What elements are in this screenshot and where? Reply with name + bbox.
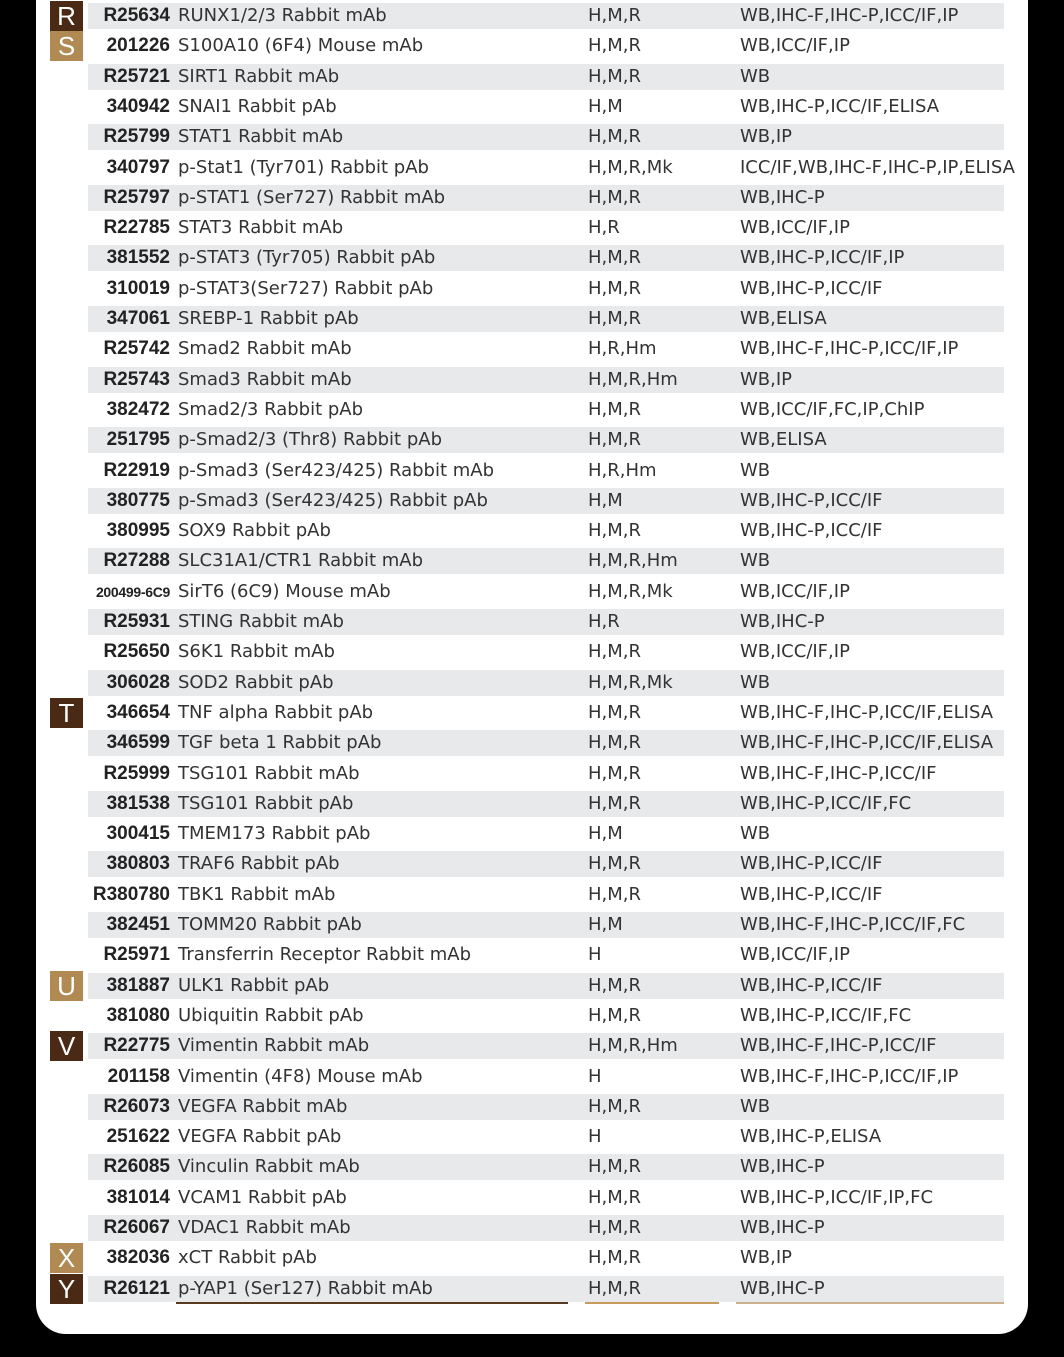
catalog-number: 201158 bbox=[107, 1065, 170, 1087]
table-row bbox=[0, 1183, 1064, 1210]
catalog-number: R22785 bbox=[103, 217, 170, 239]
catalog-number: R25650 bbox=[103, 641, 170, 663]
table-row bbox=[0, 365, 1064, 392]
species-reactivity: H,R,Hm bbox=[588, 459, 657, 481]
table-row bbox=[0, 880, 1064, 907]
product-name: p-Smad3 (Ser423/425) Rabbit pAb bbox=[178, 489, 488, 511]
catalog-number: 347061 bbox=[106, 308, 170, 329]
species-reactivity: H,R bbox=[588, 611, 620, 632]
table-row bbox=[0, 789, 1064, 816]
applications: WB,IHC-P,ICC/IF bbox=[740, 489, 883, 511]
species-reactivity: H,M,R bbox=[588, 5, 642, 26]
applications: WB,IHC-P bbox=[740, 1277, 825, 1299]
species-reactivity: H,M bbox=[588, 914, 623, 935]
species-reactivity: H,M,R,Mk bbox=[588, 156, 673, 178]
applications: WB,IHC-P,ICC/IF,ELISA bbox=[740, 95, 940, 117]
product-name: STING Rabbit mAb bbox=[178, 611, 344, 632]
table-row bbox=[0, 1092, 1064, 1119]
table-row bbox=[0, 910, 1064, 937]
species-reactivity: H,M,R bbox=[588, 1186, 642, 1208]
table-row bbox=[0, 183, 1064, 210]
catalog-number: R22919 bbox=[103, 459, 170, 481]
species-reactivity: H,M,R,Hm bbox=[588, 368, 678, 390]
applications: WB,ICC/IF,IP bbox=[740, 580, 850, 602]
table-row bbox=[0, 92, 1064, 119]
product-name: Smad3 Rabbit mAb bbox=[178, 368, 352, 390]
product-name: Smad2/3 Rabbit pAb bbox=[178, 398, 364, 420]
product-name: SirT6 (6C9) Mouse mAb bbox=[178, 580, 391, 602]
catalog-number: 380803 bbox=[106, 853, 170, 875]
section-letter-badge: X bbox=[50, 1243, 83, 1273]
product-name: TSG101 Rabbit mAb bbox=[178, 762, 360, 784]
product-name: TSG101 Rabbit pAb bbox=[178, 792, 354, 814]
applications: WB bbox=[740, 65, 771, 87]
product-name: VDAC1 Rabbit mAb bbox=[178, 1217, 351, 1238]
species-reactivity: H,M,R bbox=[588, 792, 642, 814]
section-letter-badge: T bbox=[50, 698, 83, 728]
table-row bbox=[0, 334, 1064, 361]
catalog-number: R25999 bbox=[103, 762, 170, 784]
section-letter-badge: S bbox=[50, 31, 83, 61]
product-name: SLC31A1/CTR1 Rabbit mAb bbox=[178, 550, 424, 572]
product-name: VEGFA Rabbit mAb bbox=[178, 1095, 348, 1117]
species-reactivity: H,M,R bbox=[588, 398, 642, 420]
applications: WB,IHC-P,ICC/IF,FC bbox=[740, 792, 912, 814]
table-row bbox=[0, 940, 1064, 967]
table-row bbox=[0, 1031, 1064, 1062]
table-row bbox=[0, 849, 1064, 876]
species-reactivity: H,M,R,Mk bbox=[588, 671, 673, 693]
species-reactivity: H,M,R bbox=[588, 429, 642, 451]
applications: WB,IHC-F,IHC-P,ICC/IF,FC bbox=[740, 914, 966, 935]
table-row bbox=[0, 122, 1064, 149]
species-reactivity: H,M,R bbox=[588, 247, 642, 269]
table-row bbox=[0, 1001, 1064, 1028]
table-row bbox=[0, 486, 1064, 513]
catalog-number: 306028 bbox=[106, 671, 170, 693]
catalog-number: R25743 bbox=[103, 368, 170, 390]
species-reactivity: H,M,R bbox=[588, 762, 642, 784]
applications: WB,IHC-P,ICC/IF bbox=[740, 883, 883, 905]
product-name: TGF beta 1 Rabbit pAb bbox=[178, 732, 382, 754]
table-row bbox=[0, 697, 1064, 728]
applications: WB,IHC-P,ICC/IF bbox=[740, 520, 883, 542]
product-name: p-STAT1 (Ser727) Rabbit mAb bbox=[178, 186, 446, 208]
species-reactivity: H,M,R bbox=[588, 1247, 642, 1269]
applications: WB,IHC-P,ICC/IF bbox=[740, 974, 883, 996]
table-row bbox=[0, 1213, 1064, 1240]
product-name: p-Stat1 (Tyr701) Rabbit pAb bbox=[178, 156, 429, 178]
product-name: TNF alpha Rabbit pAb bbox=[178, 701, 374, 723]
table-row bbox=[0, 546, 1064, 573]
applications: WB,ICC/IF,IP bbox=[740, 641, 850, 663]
applications: WB,IHC-F,IHC-P,ICC/IF,ELISA bbox=[740, 701, 994, 723]
product-name: Vinculin Rabbit mAb bbox=[178, 1156, 360, 1178]
catalog-number: R26085 bbox=[103, 1156, 170, 1178]
catalog-number: 380775 bbox=[106, 489, 170, 511]
species-reactivity: H,M,R bbox=[588, 701, 642, 723]
species-reactivity: H,M bbox=[588, 489, 623, 511]
catalog-number: R22775 bbox=[103, 1035, 170, 1057]
species-column-rule bbox=[585, 1302, 719, 1304]
species-reactivity: H,M,R,Hm bbox=[588, 550, 678, 572]
species-reactivity: H,M,R bbox=[588, 186, 642, 208]
table-row bbox=[0, 577, 1064, 604]
product-name: Vimentin Rabbit mAb bbox=[178, 1035, 370, 1057]
species-reactivity: H,M bbox=[588, 823, 623, 845]
applications: WB,IHC-F,IHC-P,ICC/IF bbox=[740, 1035, 937, 1057]
applications: WB,IHC-P,ICC/IF bbox=[740, 277, 883, 299]
table-row bbox=[0, 637, 1064, 664]
species-reactivity: H,M,R bbox=[588, 974, 642, 996]
catalog-number: R25797 bbox=[103, 186, 170, 208]
catalog-number: 381887 bbox=[106, 974, 170, 996]
table-row bbox=[0, 425, 1064, 452]
product-name: S100A10 (6F4) Mouse mAb bbox=[178, 35, 424, 57]
applications: WB,IP bbox=[740, 126, 793, 148]
catalog-number: 381538 bbox=[106, 792, 170, 814]
applications: ICC/IF,WB,IHC-F,IHC-P,IP,ELISA bbox=[740, 156, 1015, 178]
applications-column-rule bbox=[736, 1302, 1004, 1304]
species-reactivity: H,M bbox=[588, 95, 623, 117]
species-reactivity: H,R bbox=[588, 217, 620, 239]
product-name: TBK1 Rabbit mAb bbox=[178, 883, 336, 905]
species-reactivity: H,M,R bbox=[588, 1004, 642, 1026]
product-name: TOMM20 Rabbit pAb bbox=[178, 914, 362, 935]
species-reactivity: H,M,R bbox=[588, 35, 642, 57]
applications: WB bbox=[740, 1095, 771, 1117]
table-row bbox=[0, 1243, 1064, 1274]
applications: WB,IHC-P,ICC/IF,IP bbox=[740, 247, 905, 269]
catalog-number: 310019 bbox=[106, 277, 170, 299]
table-row bbox=[0, 31, 1064, 62]
table-row bbox=[0, 1273, 1064, 1304]
applications: WB,IHC-F,IHC-P,ICC/IF,IP bbox=[740, 1065, 959, 1087]
species-reactivity: H,M,R bbox=[588, 277, 642, 299]
product-name: p-STAT3 (Tyr705) Rabbit pAb bbox=[178, 247, 436, 269]
table-row bbox=[0, 243, 1064, 270]
product-name: p-Smad3 (Ser423/425) Rabbit mAb bbox=[178, 459, 495, 481]
species-reactivity: H bbox=[588, 1126, 602, 1148]
species-reactivity: H,M,R bbox=[588, 1217, 642, 1238]
table-row bbox=[0, 1062, 1064, 1089]
catalog-number: 340797 bbox=[106, 156, 170, 178]
species-reactivity: H,M,R bbox=[588, 732, 642, 754]
applications: WB bbox=[740, 550, 771, 572]
species-reactivity: H,M,R bbox=[588, 853, 642, 875]
species-reactivity: H,M,R bbox=[588, 641, 642, 663]
table-row bbox=[0, 304, 1064, 331]
table-row bbox=[0, 668, 1064, 695]
product-name: RUNX1/2/3 Rabbit mAb bbox=[178, 5, 387, 26]
applications: WB bbox=[740, 823, 771, 845]
table-row bbox=[0, 274, 1064, 301]
applications: WB,IHC-P bbox=[740, 186, 825, 208]
table-row bbox=[0, 970, 1064, 1001]
applications: WB,IHC-P,ELISA bbox=[740, 1126, 882, 1148]
catalog-number: 200499-6C9 bbox=[95, 583, 170, 600]
catalog-number: R25742 bbox=[103, 338, 170, 360]
catalog-number: 381014 bbox=[106, 1186, 170, 1208]
catalog-number: 382451 bbox=[106, 914, 170, 935]
species-reactivity: H,M,R bbox=[588, 883, 642, 905]
product-name: VEGFA Rabbit pAb bbox=[178, 1126, 342, 1148]
product-name: SOD2 Rabbit pAb bbox=[178, 671, 334, 693]
species-reactivity: H,M,R bbox=[588, 1095, 642, 1117]
catalog-number: R25721 bbox=[103, 65, 170, 87]
applications: WB,IP bbox=[740, 368, 793, 390]
product-name: SOX9 Rabbit pAb bbox=[178, 520, 331, 542]
applications: WB,IHC-F,IHC-P,ICC/IF,IP bbox=[740, 338, 959, 360]
applications: WB bbox=[740, 671, 771, 693]
table-row bbox=[0, 1, 1064, 31]
section-letter-badge: V bbox=[50, 1031, 83, 1061]
table-row bbox=[0, 1122, 1064, 1149]
product-name: TMEM173 Rabbit pAb bbox=[178, 823, 371, 845]
product-name: Vimentin (4F8) Mouse mAb bbox=[178, 1065, 423, 1087]
applications: WB,IHC-P,ICC/IF,IP,FC bbox=[740, 1186, 934, 1208]
species-reactivity: H,M,R bbox=[588, 65, 642, 87]
applications: WB,IHC-P,ICC/IF bbox=[740, 853, 883, 875]
species-reactivity: H bbox=[588, 1065, 602, 1087]
table-row bbox=[0, 62, 1064, 89]
species-reactivity: H,M,R bbox=[588, 126, 642, 148]
species-reactivity: H,M,R bbox=[588, 520, 642, 542]
catalog-number: R25931 bbox=[103, 611, 170, 632]
applications: WB,IHC-P,ICC/IF,FC bbox=[740, 1004, 912, 1026]
section-letter-badge: U bbox=[50, 971, 83, 1001]
catalog-number: R25799 bbox=[103, 126, 170, 148]
applications: WB,IHC-F,IHC-P,ICC/IF,IP bbox=[740, 5, 959, 26]
table-row bbox=[0, 153, 1064, 180]
product-name: xCT Rabbit pAb bbox=[178, 1247, 317, 1269]
catalog-number: 300415 bbox=[106, 823, 170, 845]
applications: WB,IHC-P bbox=[740, 1156, 825, 1178]
applications: WB,ICC/IF,IP bbox=[740, 35, 850, 57]
table-row bbox=[0, 1152, 1064, 1179]
catalog-number: 251795 bbox=[106, 429, 170, 451]
catalog-number: R25634 bbox=[103, 5, 170, 26]
product-name: TRAF6 Rabbit pAb bbox=[178, 853, 340, 875]
species-reactivity: H,M,R,Mk bbox=[588, 580, 673, 602]
product-name: p-Smad2/3 (Thr8) Rabbit pAb bbox=[178, 429, 442, 451]
catalog-number: 346599 bbox=[106, 732, 170, 754]
section-letter-badge: R bbox=[50, 1, 83, 31]
product-name: SREBP-1 Rabbit pAb bbox=[178, 308, 359, 329]
catalog-number: 201226 bbox=[106, 35, 170, 57]
catalog-number: R25971 bbox=[103, 944, 170, 966]
product-name: SNAI1 Rabbit pAb bbox=[178, 95, 337, 117]
catalog-number: 381080 bbox=[106, 1004, 170, 1026]
catalog-number: R26067 bbox=[103, 1217, 170, 1238]
species-reactivity: H,M,R,Hm bbox=[588, 1035, 678, 1057]
catalog-number: R26121 bbox=[103, 1277, 170, 1299]
applications: WB bbox=[740, 459, 771, 481]
table-row bbox=[0, 516, 1064, 543]
product-name: STAT1 Rabbit mAb bbox=[178, 126, 344, 148]
species-reactivity: H,M,R bbox=[588, 1156, 642, 1178]
catalog-number: 340942 bbox=[106, 95, 170, 117]
table-row bbox=[0, 395, 1064, 422]
catalog-number: R380780 bbox=[92, 883, 170, 905]
applications: WB,ELISA bbox=[740, 429, 827, 451]
applications: WB,IHC-P bbox=[740, 1217, 825, 1238]
applications: WB,IHC-P bbox=[740, 611, 825, 632]
name-column-rule bbox=[176, 1302, 568, 1304]
catalog-number: 382472 bbox=[106, 398, 170, 420]
species-reactivity: H,M,R bbox=[588, 308, 642, 329]
catalog-number: 380995 bbox=[106, 520, 170, 542]
applications: WB,ELISA bbox=[740, 308, 827, 329]
catalog-number: 251622 bbox=[106, 1126, 170, 1148]
product-name: ULK1 Rabbit pAb bbox=[178, 974, 330, 996]
applications: WB,ICC/IF,FC,IP,ChIP bbox=[740, 398, 925, 420]
product-name: Smad2 Rabbit mAb bbox=[178, 338, 352, 360]
catalog-number: 382036 bbox=[106, 1247, 170, 1269]
table-row bbox=[0, 456, 1064, 483]
applications: WB,ICC/IF,IP bbox=[740, 944, 850, 966]
product-name: Transferrin Receptor Rabbit mAb bbox=[178, 944, 472, 966]
product-name: SIRT1 Rabbit mAb bbox=[178, 65, 340, 87]
species-reactivity: H bbox=[588, 944, 602, 966]
table-row bbox=[0, 759, 1064, 786]
product-name: STAT3 Rabbit mAb bbox=[178, 217, 344, 239]
table-row bbox=[0, 607, 1064, 634]
catalog-number: R27288 bbox=[103, 550, 170, 572]
catalog-number: 381552 bbox=[106, 247, 170, 269]
table-row bbox=[0, 819, 1064, 846]
table-row bbox=[0, 728, 1064, 755]
applications: WB,IHC-F,IHC-P,ICC/IF,ELISA bbox=[740, 732, 994, 754]
catalog-number: 346654 bbox=[106, 701, 170, 723]
product-name: S6K1 Rabbit mAb bbox=[178, 641, 335, 663]
product-name: p-YAP1 (Ser127) Rabbit mAb bbox=[178, 1277, 433, 1299]
product-name: VCAM1 Rabbit pAb bbox=[178, 1186, 347, 1208]
product-name: Ubiquitin Rabbit pAb bbox=[178, 1004, 364, 1026]
species-reactivity: H,R,Hm bbox=[588, 338, 657, 360]
applications: WB,IP bbox=[740, 1247, 793, 1269]
applications: WB,IHC-F,IHC-P,ICC/IF bbox=[740, 762, 937, 784]
table-row bbox=[0, 213, 1064, 240]
product-name: p-STAT3(Ser727) Rabbit pAb bbox=[178, 277, 434, 299]
catalog-number: R26073 bbox=[103, 1095, 170, 1117]
species-reactivity: H,M,R bbox=[588, 1277, 642, 1299]
applications: WB,ICC/IF,IP bbox=[740, 217, 850, 239]
section-letter-badge: Y bbox=[50, 1274, 83, 1304]
